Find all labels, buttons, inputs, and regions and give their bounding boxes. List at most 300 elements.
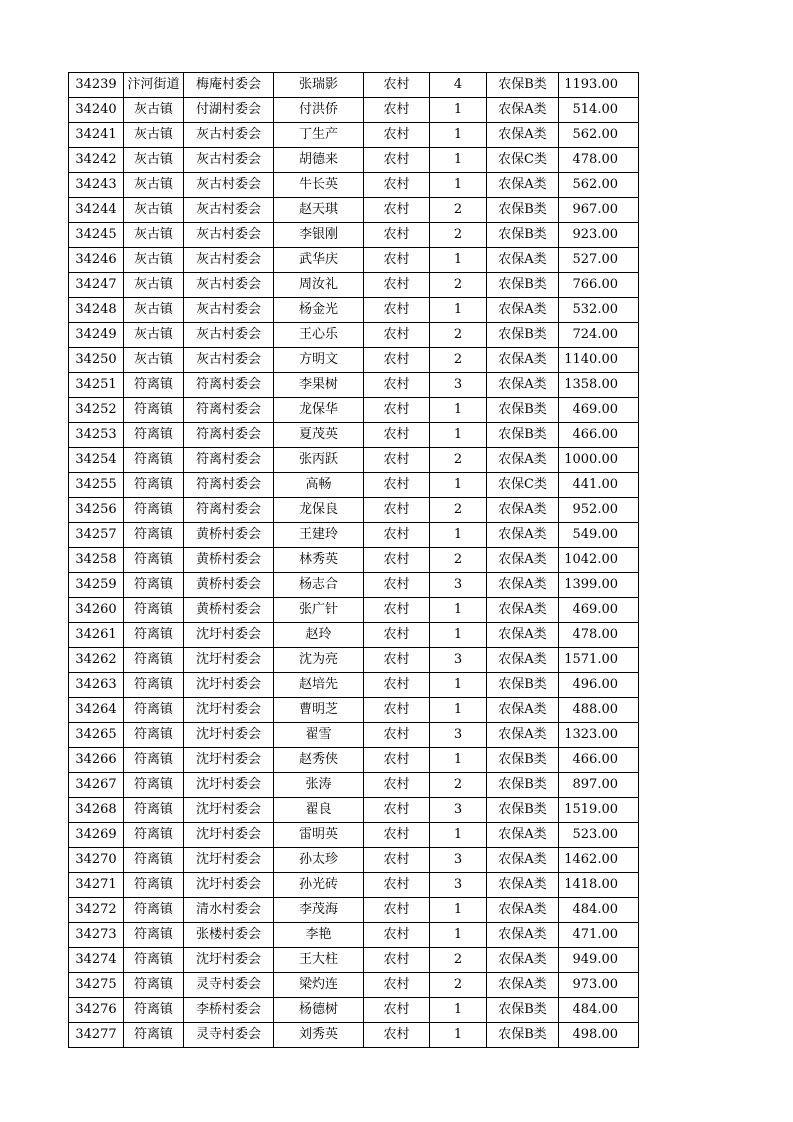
amount-cell: 466.00	[559, 423, 639, 448]
person-name-cell: 翟良	[274, 798, 364, 823]
household-count-cell: 1	[430, 423, 487, 448]
insurance-category-cell: 农保A类	[487, 898, 559, 923]
area-type-cell: 农村	[364, 198, 430, 223]
area-type-cell: 农村	[364, 948, 430, 973]
area-type-cell: 农村	[364, 148, 430, 173]
town-cell: 符离镇	[124, 723, 184, 748]
area-type-cell: 农村	[364, 323, 430, 348]
serial-number-cell: 34268	[69, 798, 124, 823]
area-type-cell: 农村	[364, 473, 430, 498]
area-type-cell: 农村	[364, 823, 430, 848]
town-cell: 符离镇	[124, 1023, 184, 1048]
serial-number-cell: 34269	[69, 823, 124, 848]
serial-number-cell: 34263	[69, 673, 124, 698]
table-row	[69, 323, 639, 348]
person-name-cell: 付洪侨	[274, 98, 364, 123]
area-type-cell: 农村	[364, 698, 430, 723]
town-cell: 符离镇	[124, 998, 184, 1023]
table-row	[69, 523, 639, 548]
serial-number-cell: 34275	[69, 973, 124, 998]
table-row	[69, 598, 639, 623]
household-count-cell: 1	[430, 898, 487, 923]
amount-cell: 523.00	[559, 823, 639, 848]
insurance-category-cell: 农保A类	[487, 923, 559, 948]
town-cell: 灰古镇	[124, 98, 184, 123]
village-committee-cell: 灰古村委会	[184, 123, 274, 148]
town-cell: 灰古镇	[124, 273, 184, 298]
person-name-cell: 牛长英	[274, 173, 364, 198]
person-name-cell: 李艳	[274, 923, 364, 948]
town-cell: 符离镇	[124, 923, 184, 948]
town-cell: 符离镇	[124, 548, 184, 573]
person-name-cell: 赵秀侠	[274, 748, 364, 773]
amount-cell: 484.00	[559, 998, 639, 1023]
village-committee-cell: 沈圩村委会	[184, 823, 274, 848]
town-cell: 符离镇	[124, 848, 184, 873]
household-count-cell: 1	[430, 923, 487, 948]
table-row	[69, 473, 639, 498]
table-row	[69, 698, 639, 723]
insurance-category-cell: 农保A类	[487, 948, 559, 973]
household-count-cell: 2	[430, 273, 487, 298]
village-committee-cell: 灰古村委会	[184, 223, 274, 248]
person-name-cell: 孙太珍	[274, 848, 364, 873]
area-type-cell: 农村	[364, 248, 430, 273]
person-name-cell: 高畅	[274, 473, 364, 498]
person-name-cell: 李果树	[274, 373, 364, 398]
insurance-category-cell: 农保A类	[487, 173, 559, 198]
insurance-category-cell: 农保B类	[487, 673, 559, 698]
table-row	[69, 373, 639, 398]
town-cell: 符离镇	[124, 473, 184, 498]
town-cell: 汴河街道	[124, 73, 184, 98]
area-type-cell: 农村	[364, 898, 430, 923]
town-cell: 灰古镇	[124, 248, 184, 273]
person-name-cell: 赵培先	[274, 673, 364, 698]
village-committee-cell: 清水村委会	[184, 898, 274, 923]
amount-cell: 1323.00	[559, 723, 639, 748]
person-name-cell: 方明文	[274, 348, 364, 373]
village-committee-cell: 灵寺村委会	[184, 973, 274, 998]
table-row	[69, 673, 639, 698]
amount-cell: 1140.00	[559, 348, 639, 373]
area-type-cell: 农村	[364, 498, 430, 523]
area-type-cell: 农村	[364, 648, 430, 673]
insurance-category-cell: 农保B类	[487, 323, 559, 348]
household-count-cell: 1	[430, 673, 487, 698]
village-committee-cell: 沈圩村委会	[184, 773, 274, 798]
household-count-cell: 2	[430, 773, 487, 798]
insurance-category-cell: 农保A类	[487, 523, 559, 548]
village-committee-cell: 沈圩村委会	[184, 748, 274, 773]
insurance-category-cell: 农保B类	[487, 773, 559, 798]
insurance-category-cell: 农保C类	[487, 473, 559, 498]
table-row	[69, 548, 639, 573]
village-committee-cell: 沈圩村委会	[184, 698, 274, 723]
table-row	[69, 148, 639, 173]
village-committee-cell: 灰古村委会	[184, 323, 274, 348]
area-type-cell: 农村	[364, 173, 430, 198]
household-count-cell: 3	[430, 798, 487, 823]
amount-cell: 967.00	[559, 198, 639, 223]
amount-cell: 1571.00	[559, 648, 639, 673]
village-committee-cell: 沈圩村委会	[184, 948, 274, 973]
person-name-cell: 胡德来	[274, 148, 364, 173]
serial-number-cell: 34244	[69, 198, 124, 223]
insurance-category-cell: 农保A类	[487, 623, 559, 648]
table-row	[69, 198, 639, 223]
household-count-cell: 1	[430, 123, 487, 148]
table-row	[69, 923, 639, 948]
village-committee-cell: 沈圩村委会	[184, 648, 274, 673]
insurance-category-cell: 农保A类	[487, 573, 559, 598]
person-name-cell: 杨德树	[274, 998, 364, 1023]
household-count-cell: 2	[430, 973, 487, 998]
serial-number-cell: 34255	[69, 473, 124, 498]
table-row	[69, 948, 639, 973]
insurance-category-cell: 农保A类	[487, 848, 559, 873]
area-type-cell: 农村	[364, 123, 430, 148]
person-name-cell: 赵天琪	[274, 198, 364, 223]
area-type-cell: 农村	[364, 298, 430, 323]
village-committee-cell: 黄桥村委会	[184, 523, 274, 548]
town-cell: 灰古镇	[124, 198, 184, 223]
household-count-cell: 1	[430, 998, 487, 1023]
serial-number-cell: 34256	[69, 498, 124, 523]
person-name-cell: 杨志合	[274, 573, 364, 598]
table-row	[69, 1023, 639, 1048]
insurance-category-cell: 农保B类	[487, 798, 559, 823]
household-count-cell: 1	[430, 473, 487, 498]
person-name-cell: 张丙跃	[274, 448, 364, 473]
serial-number-cell: 34267	[69, 773, 124, 798]
town-cell: 符离镇	[124, 598, 184, 623]
insurance-category-cell: 农保A类	[487, 373, 559, 398]
table-row	[69, 623, 639, 648]
household-count-cell: 2	[430, 323, 487, 348]
area-type-cell: 农村	[364, 523, 430, 548]
serial-number-cell: 34240	[69, 98, 124, 123]
household-count-cell: 2	[430, 223, 487, 248]
insurance-category-cell: 农保A类	[487, 698, 559, 723]
insurance-category-cell: 农保B类	[487, 223, 559, 248]
town-cell: 灰古镇	[124, 123, 184, 148]
household-count-cell: 1	[430, 298, 487, 323]
town-cell: 灰古镇	[124, 298, 184, 323]
town-cell: 灰古镇	[124, 173, 184, 198]
table-row	[69, 748, 639, 773]
serial-number-cell: 34266	[69, 748, 124, 773]
person-name-cell: 武华庆	[274, 248, 364, 273]
amount-cell: 562.00	[559, 173, 639, 198]
insurance-category-cell: 农保B类	[487, 198, 559, 223]
village-committee-cell: 沈圩村委会	[184, 798, 274, 823]
person-name-cell: 龙保华	[274, 398, 364, 423]
area-type-cell: 农村	[364, 973, 430, 998]
serial-number-cell: 34253	[69, 423, 124, 448]
person-name-cell: 翟雪	[274, 723, 364, 748]
household-count-cell: 1	[430, 698, 487, 723]
table-row	[69, 98, 639, 123]
amount-cell: 1042.00	[559, 548, 639, 573]
serial-number-cell: 34261	[69, 623, 124, 648]
household-count-cell: 3	[430, 848, 487, 873]
town-cell: 符离镇	[124, 698, 184, 723]
household-count-cell: 1	[430, 173, 487, 198]
person-name-cell: 张广针	[274, 598, 364, 623]
amount-cell: 923.00	[559, 223, 639, 248]
village-committee-cell: 灰古村委会	[184, 298, 274, 323]
serial-number-cell: 34248	[69, 298, 124, 323]
village-committee-cell: 沈圩村委会	[184, 723, 274, 748]
area-type-cell: 农村	[364, 623, 430, 648]
town-cell: 符离镇	[124, 973, 184, 998]
amount-cell: 498.00	[559, 1023, 639, 1048]
amount-cell: 532.00	[559, 298, 639, 323]
serial-number-cell: 34257	[69, 523, 124, 548]
household-count-cell: 3	[430, 648, 487, 673]
town-cell: 符离镇	[124, 623, 184, 648]
table-row	[69, 823, 639, 848]
village-committee-cell: 符离村委会	[184, 498, 274, 523]
insurance-category-cell: 农保A类	[487, 723, 559, 748]
serial-number-cell: 34273	[69, 923, 124, 948]
table-row	[69, 223, 639, 248]
table-row	[69, 723, 639, 748]
household-count-cell: 1	[430, 748, 487, 773]
area-type-cell: 农村	[364, 223, 430, 248]
area-type-cell: 农村	[364, 348, 430, 373]
amount-cell: 478.00	[559, 623, 639, 648]
town-cell: 符离镇	[124, 948, 184, 973]
insurance-category-cell: 农保C类	[487, 148, 559, 173]
serial-number-cell: 34239	[69, 73, 124, 98]
household-count-cell: 3	[430, 723, 487, 748]
household-count-cell: 3	[430, 573, 487, 598]
table-row	[69, 423, 639, 448]
serial-number-cell: 34259	[69, 573, 124, 598]
table-row	[69, 448, 639, 473]
amount-cell: 466.00	[559, 748, 639, 773]
table-row	[69, 348, 639, 373]
insurance-category-cell: 农保B类	[487, 73, 559, 98]
insurance-category-cell: 农保A类	[487, 873, 559, 898]
area-type-cell: 农村	[364, 1023, 430, 1048]
household-count-cell: 1	[430, 98, 487, 123]
amount-cell: 949.00	[559, 948, 639, 973]
person-name-cell: 孙光砖	[274, 873, 364, 898]
person-name-cell: 龙保良	[274, 498, 364, 523]
serial-number-cell: 34249	[69, 323, 124, 348]
village-committee-cell: 灰古村委会	[184, 148, 274, 173]
serial-number-cell: 34243	[69, 173, 124, 198]
person-name-cell: 丁生产	[274, 123, 364, 148]
table-body	[69, 73, 639, 1048]
household-count-cell: 2	[430, 348, 487, 373]
person-name-cell: 周汝礼	[274, 273, 364, 298]
amount-cell: 527.00	[559, 248, 639, 273]
serial-number-cell: 34258	[69, 548, 124, 573]
table-row	[69, 398, 639, 423]
household-count-cell: 1	[430, 148, 487, 173]
table-row	[69, 648, 639, 673]
amount-cell: 469.00	[559, 598, 639, 623]
amount-cell: 952.00	[559, 498, 639, 523]
village-committee-cell: 沈圩村委会	[184, 873, 274, 898]
person-name-cell: 王心乐	[274, 323, 364, 348]
insurance-category-cell: 农保B类	[487, 748, 559, 773]
serial-number-cell: 34245	[69, 223, 124, 248]
table-row	[69, 173, 639, 198]
person-name-cell: 张涛	[274, 773, 364, 798]
area-type-cell: 农村	[364, 273, 430, 298]
insurance-category-cell: 农保B类	[487, 998, 559, 1023]
table-row	[69, 898, 639, 923]
household-count-cell: 1	[430, 398, 487, 423]
amount-cell: 1519.00	[559, 798, 639, 823]
insurance-category-cell: 农保A类	[487, 298, 559, 323]
amount-cell: 484.00	[559, 898, 639, 923]
insurance-category-cell: 农保A类	[487, 123, 559, 148]
village-committee-cell: 黄桥村委会	[184, 548, 274, 573]
insurance-category-cell: 农保A类	[487, 648, 559, 673]
person-name-cell: 夏茂英	[274, 423, 364, 448]
person-name-cell: 梁灼连	[274, 973, 364, 998]
amount-cell: 1418.00	[559, 873, 639, 898]
village-committee-cell: 黄桥村委会	[184, 573, 274, 598]
town-cell: 灰古镇	[124, 323, 184, 348]
household-count-cell: 1	[430, 623, 487, 648]
serial-number-cell: 34250	[69, 348, 124, 373]
amount-cell: 766.00	[559, 273, 639, 298]
person-name-cell: 杨金光	[274, 298, 364, 323]
household-count-cell: 3	[430, 373, 487, 398]
amount-cell: 469.00	[559, 398, 639, 423]
village-committee-cell: 灵寺村委会	[184, 1023, 274, 1048]
insurance-category-cell: 农保A类	[487, 248, 559, 273]
insurance-category-cell: 农保A类	[487, 598, 559, 623]
amount-cell: 478.00	[559, 148, 639, 173]
town-cell: 灰古镇	[124, 223, 184, 248]
serial-number-cell: 34252	[69, 398, 124, 423]
village-committee-cell: 符离村委会	[184, 423, 274, 448]
village-committee-cell: 黄桥村委会	[184, 598, 274, 623]
serial-number-cell: 34277	[69, 1023, 124, 1048]
village-committee-cell: 沈圩村委会	[184, 673, 274, 698]
village-committee-cell: 符离村委会	[184, 398, 274, 423]
area-type-cell: 农村	[364, 923, 430, 948]
person-name-cell: 赵玲	[274, 623, 364, 648]
serial-number-cell: 34271	[69, 873, 124, 898]
village-committee-cell: 沈圩村委会	[184, 848, 274, 873]
amount-cell: 973.00	[559, 973, 639, 998]
area-type-cell: 农村	[364, 848, 430, 873]
amount-cell: 1399.00	[559, 573, 639, 598]
person-name-cell: 曹明芝	[274, 698, 364, 723]
amount-cell: 496.00	[559, 673, 639, 698]
household-count-cell: 2	[430, 948, 487, 973]
table-row	[69, 998, 639, 1023]
area-type-cell: 农村	[364, 573, 430, 598]
serial-number-cell: 34241	[69, 123, 124, 148]
area-type-cell: 农村	[364, 748, 430, 773]
person-name-cell: 王大柱	[274, 948, 364, 973]
serial-number-cell: 34276	[69, 998, 124, 1023]
area-type-cell: 农村	[364, 673, 430, 698]
household-count-cell: 2	[430, 548, 487, 573]
serial-number-cell: 34260	[69, 598, 124, 623]
amount-cell: 1462.00	[559, 848, 639, 873]
amount-cell: 562.00	[559, 123, 639, 148]
town-cell: 符离镇	[124, 448, 184, 473]
area-type-cell: 农村	[364, 998, 430, 1023]
table-row	[69, 873, 639, 898]
village-committee-cell: 灰古村委会	[184, 173, 274, 198]
serial-number-cell: 34262	[69, 648, 124, 673]
table-row	[69, 573, 639, 598]
village-committee-cell: 沈圩村委会	[184, 623, 274, 648]
serial-number-cell: 34251	[69, 373, 124, 398]
area-type-cell: 农村	[364, 873, 430, 898]
area-type-cell: 农村	[364, 98, 430, 123]
serial-number-cell: 34246	[69, 248, 124, 273]
table-row	[69, 248, 639, 273]
insurance-category-cell: 农保A类	[487, 498, 559, 523]
insurance-category-cell: 农保A类	[487, 448, 559, 473]
serial-number-cell: 34264	[69, 698, 124, 723]
table-row	[69, 298, 639, 323]
person-name-cell: 刘秀英	[274, 1023, 364, 1048]
village-committee-cell: 灰古村委会	[184, 273, 274, 298]
serial-number-cell: 34254	[69, 448, 124, 473]
amount-cell: 724.00	[559, 323, 639, 348]
village-committee-cell: 付湖村委会	[184, 98, 274, 123]
town-cell: 符离镇	[124, 898, 184, 923]
serial-number-cell: 34274	[69, 948, 124, 973]
household-count-cell: 4	[430, 73, 487, 98]
village-committee-cell: 李桥村委会	[184, 998, 274, 1023]
amount-cell: 488.00	[559, 698, 639, 723]
town-cell: 符离镇	[124, 498, 184, 523]
table-row	[69, 773, 639, 798]
village-committee-cell: 灰古村委会	[184, 198, 274, 223]
area-type-cell: 农村	[364, 798, 430, 823]
table-row	[69, 73, 639, 98]
person-name-cell: 李茂海	[274, 898, 364, 923]
serial-number-cell: 34247	[69, 273, 124, 298]
village-committee-cell: 符离村委会	[184, 448, 274, 473]
person-name-cell: 王建玲	[274, 523, 364, 548]
village-committee-cell: 灰古村委会	[184, 248, 274, 273]
area-type-cell: 农村	[364, 723, 430, 748]
table-row	[69, 123, 639, 148]
amount-cell: 471.00	[559, 923, 639, 948]
person-name-cell: 张瑞影	[274, 73, 364, 98]
person-name-cell: 林秀英	[274, 548, 364, 573]
town-cell: 符离镇	[124, 398, 184, 423]
insurance-category-cell: 农保B类	[487, 398, 559, 423]
household-count-cell: 2	[430, 448, 487, 473]
table-row	[69, 798, 639, 823]
town-cell: 灰古镇	[124, 148, 184, 173]
town-cell: 符离镇	[124, 423, 184, 448]
household-count-cell: 1	[430, 523, 487, 548]
person-name-cell: 沈为亮	[274, 648, 364, 673]
amount-cell: 1193.00	[559, 73, 639, 98]
household-count-cell: 2	[430, 198, 487, 223]
town-cell: 符离镇	[124, 673, 184, 698]
person-name-cell: 雷明英	[274, 823, 364, 848]
